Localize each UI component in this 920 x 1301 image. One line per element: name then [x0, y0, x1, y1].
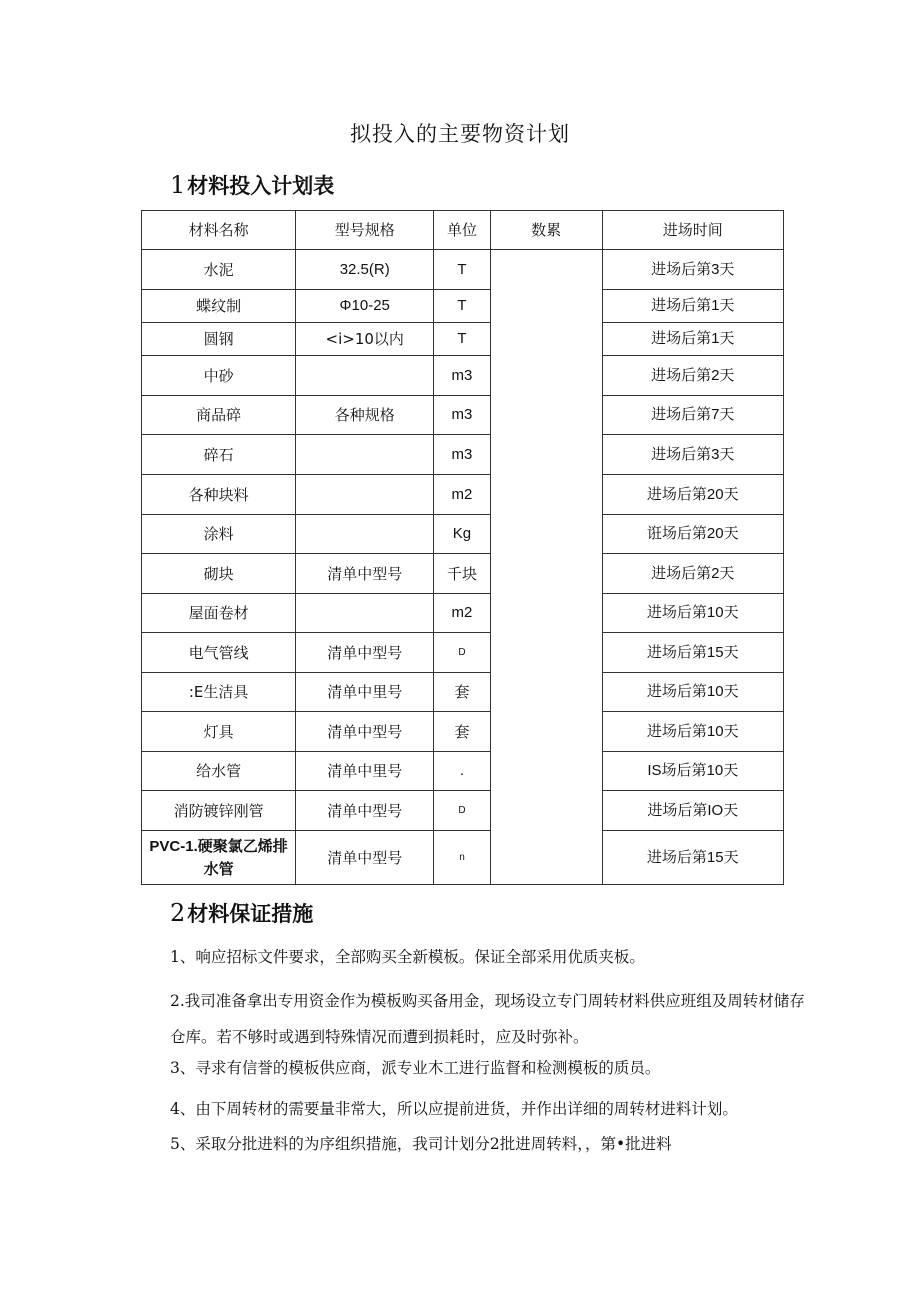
cell-time: 进场后第20天 [602, 475, 783, 515]
cell-unit: 千块 [434, 554, 490, 594]
cell-name: 电气管线 [142, 633, 296, 673]
table-row [142, 554, 784, 594]
cell-unit: 套 [434, 673, 490, 712]
paragraph-3 [170, 1054, 810, 1082]
cell-name: 圆钢 [142, 323, 296, 356]
cell-spec: 清单中型号 [296, 791, 434, 831]
table-row [142, 250, 784, 290]
table-row [142, 475, 784, 515]
table-row [142, 831, 784, 885]
table-row [142, 323, 784, 356]
cell-time: 进场后第1天 [602, 323, 783, 356]
cell-name: 消防镀锌刚管 [142, 791, 296, 831]
cell-spec: 清单中型号 [296, 831, 434, 885]
page-title: 拟投入的主要物资计划 [350, 122, 570, 146]
cell-spec: 清单中型号 [296, 554, 434, 594]
cell-unit: m2 [434, 475, 490, 515]
table-row [142, 791, 784, 831]
table-row [142, 752, 784, 791]
section-number: 1 [170, 171, 186, 199]
header-material-name: 材料名称 [142, 211, 296, 250]
cell-time: 进场后第2天 [602, 356, 783, 396]
cell-name: 中砂 [142, 356, 296, 396]
header-quantity: 数累 [490, 211, 602, 250]
cell-time: 诳场后第20天 [602, 515, 783, 554]
cell-time: 进场后第IO天 [602, 791, 783, 831]
cell-unit: m3 [434, 435, 490, 475]
paragraph-4 [170, 1095, 810, 1123]
paragraph-1 [170, 943, 810, 971]
cell-name: :E生洁具 [142, 673, 296, 712]
cell-spec [296, 356, 434, 396]
section-label: 材料保证措施 [187, 902, 314, 926]
cell-name: 涂料 [142, 515, 296, 554]
cell-time: 进场后第10天 [602, 712, 783, 752]
cell-name: 水泥 [142, 250, 296, 290]
table-row [142, 712, 784, 752]
section-label: 材料投入计划表 [187, 174, 335, 198]
paragraph-text: 5、采取分批进料的为序组织措施，我司计划分2批进周转料，，第•批进料 [170, 1135, 672, 1153]
cell-quantity-empty [490, 250, 602, 885]
cell-spec: 32.5(R) [296, 250, 434, 290]
cell-spec [296, 475, 434, 515]
paragraph-text: 4、由下周转材的需要量非常大，所以应提前进货，并作出详细的周转材进料计划。 [170, 1100, 738, 1118]
cell-time: 进场后第3天 [602, 250, 783, 290]
cell-spec: <i>10以内 [296, 323, 434, 356]
cell-spec: 清单中里号 [296, 673, 434, 712]
cell-spec: 清单中型号 [296, 712, 434, 752]
paragraph-5 [170, 1130, 810, 1158]
table-row [142, 594, 784, 633]
cell-unit: m3 [434, 396, 490, 435]
material-plan-table [141, 210, 784, 885]
table-row [142, 515, 784, 554]
cell-time: 进场后第15天 [602, 831, 783, 885]
table-row [142, 356, 784, 396]
cell-name: 屋面卷材 [142, 594, 296, 633]
table-row [142, 396, 784, 435]
cell-unit: n [434, 831, 490, 885]
cell-name: 给水管 [142, 752, 296, 791]
cell-unit: D [434, 633, 490, 673]
cell-unit: D [434, 791, 490, 831]
cell-name [142, 831, 296, 885]
cell-unit: T [434, 290, 490, 323]
header-unit: 单位 [434, 211, 490, 250]
cell-time: 进场后第15天 [602, 633, 783, 673]
cell-time: 进场后第10天 [602, 673, 783, 712]
cell-name: 各种块料 [142, 475, 296, 515]
cell-unit: T [434, 323, 490, 356]
section-number: 2 [170, 899, 186, 927]
cell-time: 进场后第2天 [602, 554, 783, 594]
cell-unit: m3 [434, 356, 490, 396]
section-heading-material-guarantee [170, 898, 313, 928]
cell-spec [296, 515, 434, 554]
cell-spec [296, 594, 434, 633]
cell-name-text: PVC-1.硬聚氯乙烯排水管 [149, 837, 288, 878]
cell-spec [296, 435, 434, 475]
cell-unit: m2 [434, 594, 490, 633]
cell-unit: . [434, 752, 490, 791]
cell-name: 蝶纹制 [142, 290, 296, 323]
cell-time: 进场后第7天 [602, 396, 783, 435]
cell-name: 商品碎 [142, 396, 296, 435]
paragraph-text: 1、响应招标文件要求，全部购买全新模板。保证全部采用优质夹板。 [170, 948, 645, 966]
cell-time: 进场后第3天 [602, 435, 783, 475]
cell-name: 灯具 [142, 712, 296, 752]
paragraph-text: 3、寻求有信誉的模板供应商，派专业木工进行监督和检测模板的质员。 [170, 1059, 661, 1077]
cell-time: 进场后第10天 [602, 594, 783, 633]
cell-spec: Φ10-25 [296, 290, 434, 323]
cell-unit: 套 [434, 712, 490, 752]
paragraph-2 [170, 983, 810, 1055]
header-spec: 型号规格 [296, 211, 434, 250]
cell-spec: 清单中型号 [296, 633, 434, 673]
cell-time: IS场后第10天 [602, 752, 783, 791]
cell-time: 进场后第1天 [602, 290, 783, 323]
cell-unit: T [434, 250, 490, 290]
table-header-row [142, 211, 784, 250]
cell-unit: Kg [434, 515, 490, 554]
paragraph-text: 2.我司准备拿出专用资金作为模板购买备用金，现场设立专门周转材料供应班组及周转材储存仓库。若不够时或遇到特殊情况而遭到损耗时，应及时弥补。 [170, 992, 805, 1046]
cell-spec: 各种规格 [296, 396, 434, 435]
header-entry-time: 进场时间 [602, 211, 783, 250]
table-row [142, 633, 784, 673]
cell-name: 碎石 [142, 435, 296, 475]
section-heading-material-plan [170, 170, 334, 200]
table-row [142, 290, 784, 323]
table-row [142, 673, 784, 712]
cell-name: 砌块 [142, 554, 296, 594]
cell-spec: 清单中里号 [296, 752, 434, 791]
table-row [142, 435, 784, 475]
